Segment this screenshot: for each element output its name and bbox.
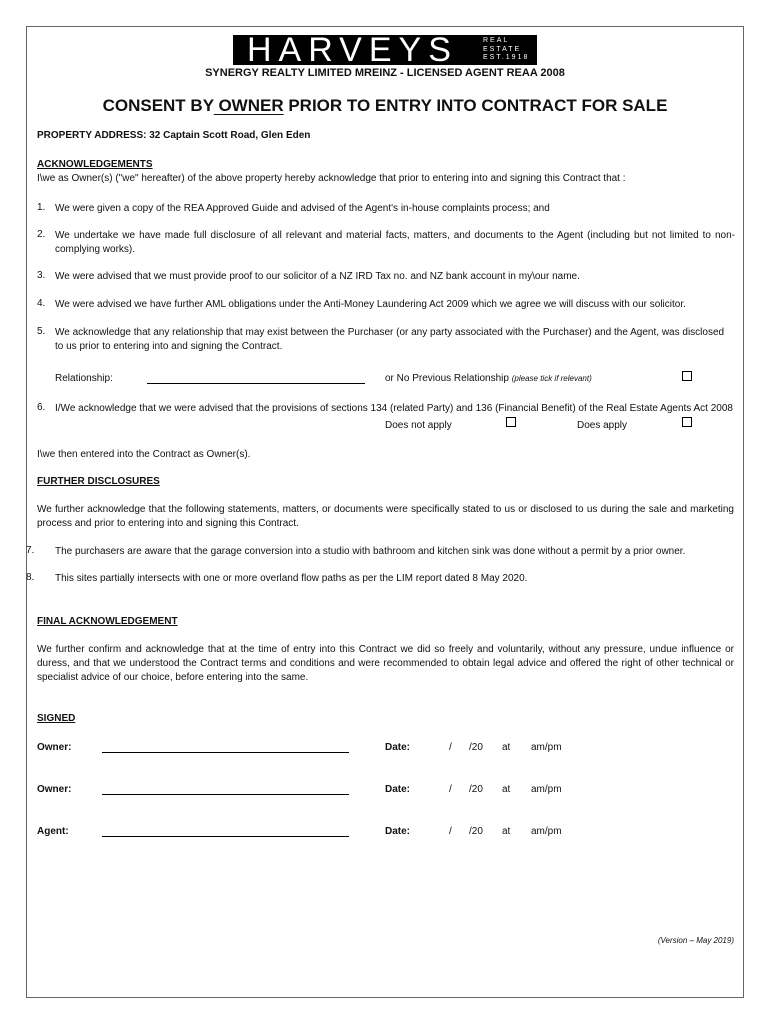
item-number: 1. xyxy=(37,202,46,213)
no-relationship-checkbox[interactable] xyxy=(682,371,692,381)
item-number: 5. xyxy=(37,326,46,337)
item-number: 3. xyxy=(37,270,46,281)
acknowledgements-heading: ACKNOWLEDGEMENTS xyxy=(37,159,153,170)
signed-heading: SIGNED xyxy=(37,713,76,724)
ampm-label: am/pm xyxy=(531,784,562,795)
version-note: (Version – May 2019) xyxy=(657,936,734,945)
item-number: 7. xyxy=(26,545,35,556)
no-previous-relationship xyxy=(385,372,592,386)
does-apply-checkbox[interactable] xyxy=(682,417,692,427)
property-address xyxy=(37,129,310,143)
does-not-apply-label: Does not apply xyxy=(385,420,452,431)
does-apply-label: Does apply xyxy=(577,420,628,431)
acknowledgement-item-5: We acknowledge that any relationship that may exist between the Purchaser (or any party associated with the Purchaser) and the Agent, was disclosed to us prior to entering into and signing the Contract. xyxy=(55,327,725,352)
acknowledgement-item-1: We were given a copy of the REA Approved Guide and advised of the Agent's in-house complaints process; and xyxy=(55,203,550,214)
logo-side-line: EST.1918 xyxy=(483,54,530,62)
logo-side-line: REAL xyxy=(483,37,510,45)
date-label: Date: xyxy=(385,742,411,753)
logo-side-text xyxy=(475,37,529,63)
date-slash: / xyxy=(449,742,452,753)
signature-label: Agent: xyxy=(37,826,69,837)
disclosure-item-8: This sites partially intersects with one or more overland flow paths as per the LIM report dated 8 May 2020. xyxy=(55,573,528,584)
title-pre: CONSENT BY xyxy=(102,96,214,115)
acknowledgements-closing: I\we then entered into the Contract as Owner(s). xyxy=(37,449,251,460)
does-not-apply-checkbox[interactable] xyxy=(506,417,516,427)
date-slash: / xyxy=(449,784,452,795)
acknowledgement-item-4: We were advised we have further AML obligations under the Anti-Money Laundering Act 2009 which we agree we will discuss with our solicitor. xyxy=(55,299,686,310)
owner-signature-line[interactable] xyxy=(102,794,349,795)
at-label: at xyxy=(502,742,511,753)
at-label: at xyxy=(502,784,511,795)
at-label: at xyxy=(502,826,511,837)
owner-signature-line[interactable] xyxy=(102,752,349,753)
final-acknowledgement-text: We further confirm and acknowledge that at the time of entry into this Contract we did so freely and voluntarily, without any pressure, undue influence or duress, and that we understood the Contract terms and conditions and were recommended to obtain legal advice and offered the right of other technical or specialist advice of our choice, before entering into the same. xyxy=(37,644,734,683)
harveys-logo xyxy=(233,31,537,69)
tick-note: (please tick if relevant) xyxy=(511,374,592,383)
date-year: /20 xyxy=(469,826,483,837)
signature-label: Owner: xyxy=(37,784,72,795)
ampm-label: am/pm xyxy=(531,742,562,753)
final-acknowledgement-heading: FINAL ACKNOWLEDGEMENT xyxy=(37,616,178,627)
property-address-label: PROPERTY ADDRESS: xyxy=(37,130,147,141)
date-label: Date: xyxy=(385,784,411,795)
relationship-field[interactable] xyxy=(147,383,365,384)
item-number: 4. xyxy=(37,298,46,309)
item-number: 2. xyxy=(37,229,46,240)
disclosure-item-7: The purchasers are aware that the garage conversion into a studio with bathroom and kitchen sink was done without a permit by a prior owner. xyxy=(55,546,686,557)
document-title xyxy=(0,96,770,116)
agent-signature-line[interactable] xyxy=(102,836,349,837)
ampm-label: am/pm xyxy=(531,826,562,837)
date-label: Date: xyxy=(385,826,411,837)
no-previous-label: or No Previous Relationship xyxy=(385,373,509,384)
logo-side-line: ESTATE xyxy=(483,45,522,53)
acknowledgement-item-6: I/We acknowledge that we were advised that the provisions of sections 134 (related Party) and 136 (Financial Benefit) of the Real Estate Agents Act 2008 xyxy=(55,403,733,414)
acknowledgement-item-3: We were advised that we must provide proof to our solicitor of a NZ IRD Tax no. and NZ bank account in my\our name. xyxy=(55,271,580,282)
date-slash: / xyxy=(449,826,452,837)
date-year: /20 xyxy=(469,742,483,753)
acknowledgements-intro: I\we as Owner(s) ("we" hereafter) of the above property hereby acknowledge that prior to entering into and signing this Contract that : xyxy=(37,173,626,184)
title-owner: OWNER xyxy=(213,96,284,115)
relationship-label: Relationship: xyxy=(55,373,113,384)
acknowledgement-item-2: We undertake we have made full disclosure of all relevant and material facts, matters, and documents to the Agent (including but not limited to non-complying works). xyxy=(55,230,735,255)
item-number: 6. xyxy=(37,402,46,413)
further-disclosures-heading: FURTHER DISCLOSURES xyxy=(37,476,160,487)
logo-wordmark: HARVEYS xyxy=(247,31,458,69)
date-year: /20 xyxy=(469,784,483,795)
further-disclosures-intro: We further acknowledge that the following statements, matters, or documents were specifically stated to us or disclosed to us during the sale and marketing process and prior to entering into and signing this Contract. xyxy=(37,504,734,529)
agency-tagline: SYNERGY REALTY LIMITED MREINZ - LICENSED AGENT REAA 2008 xyxy=(205,67,565,79)
title-post: PRIOR TO ENTRY INTO CONTRACT FOR SALE xyxy=(283,96,668,115)
property-address-value: 32 Captain Scott Road, Glen Eden xyxy=(149,130,311,141)
signature-label: Owner: xyxy=(37,742,72,753)
item-number: 8. xyxy=(26,572,35,583)
